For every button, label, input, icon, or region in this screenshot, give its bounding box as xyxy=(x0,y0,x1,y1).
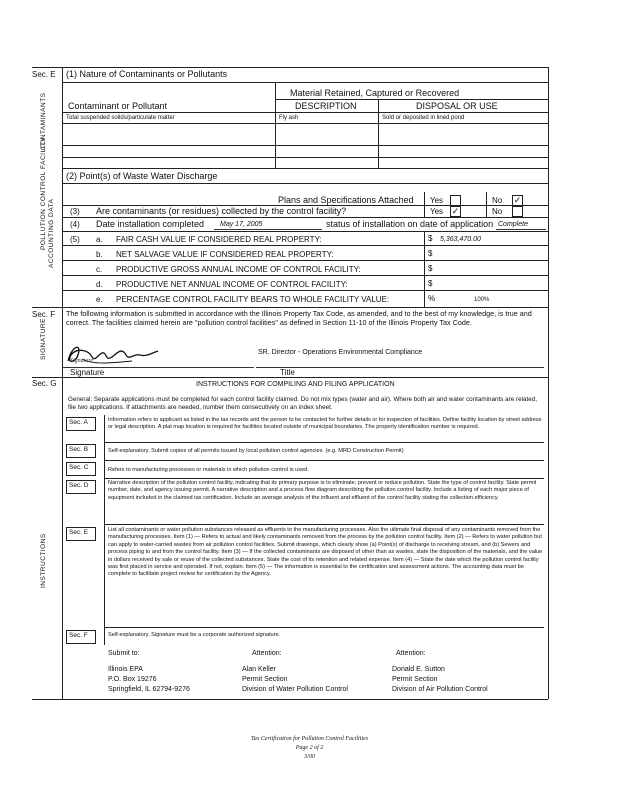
part1-title: (1) Nature of Contaminants or Pollutants xyxy=(66,69,228,79)
rule xyxy=(62,123,548,124)
q5e-unit: % xyxy=(428,294,436,303)
plans-no-label: No xyxy=(492,196,503,205)
rule xyxy=(62,245,548,246)
q5c-unit: $ xyxy=(428,264,433,273)
q4-date[interactable]: May 17, 2005 xyxy=(220,221,263,228)
sec-d-text: Narrative description of the pollution control facility, indicating that its primary purpose is to eliminate, prevent or reduce pollution. State the type of control facility. State permit number, date, and agency issuing permit. A narrative description and a process flow diagram describing the pollution control facility. Include a listing of each major piece of equipment included in the claimed tax certification. Include an average analysis of the influent and effluent of the control facility stating the collection efficiency. xyxy=(108,480,537,501)
sec-e-text: List all contaminants or water pollution substances released as effluents to the manufacturing processes. Also the ultimate final disposal of any contaminants removed from the manufacturing processes. Item (1) — Refers to actual and likely contaminants removed from the process by the pollution control facility. Item (2) — Refers to water pollution but can apply to water-carried wastes from air pollution control facilities. Submit drawings, which clearly show (a) Point(s) of discharge to receiving stream, and (b) Sewers and process piping to and from the control facility. Item (3) — If the collected contaminants are disposed of other than as wastes, state the disposition of the materials, and the value in dollars received by sale or reuse of the collected substances. State the cost of its retention and related expense. Item (4) — State the date which the pollution control facility was first placed in service and operated. If not, explain. Item (5) — The information is essential to the certification and assessment actions. The accounting data must be complete to facilitate project review for certification by the Agency. xyxy=(108,527,543,578)
sec-c-tag: Sec. C xyxy=(66,462,96,476)
col-disposal: DISPOSAL OR USE xyxy=(416,101,498,111)
sec-a-text: Information refers to applicant as listed in the tax records and the person to be contacted for further details or for inspection of facilities. Define facility location by street address or legal description. A plat map location is required for facilities located outside of municipal boundaries. The property identification number is required. xyxy=(108,417,542,431)
rule xyxy=(548,377,549,699)
row1-contaminant: Total suspended solids/particulate matter xyxy=(66,115,175,121)
addr3-line3: Division of Air Pollution Control xyxy=(392,686,488,693)
rule xyxy=(62,67,63,307)
row1-disposal: Sold or deposited in lined pond xyxy=(382,115,465,121)
side-label-pcf: POLLUTION CONTROL FACILITY xyxy=(40,136,47,250)
q5e-letter: e. xyxy=(96,295,103,304)
q5e-value[interactable]: 100% xyxy=(474,297,490,303)
col-description: DESCRIPTION xyxy=(295,101,357,111)
col-contaminant: Contaminant or Pollutant xyxy=(68,101,168,111)
q4-status-underline xyxy=(496,229,546,230)
sec-c-text: Refers to manufacturing processes or materials in which pollution control is used. xyxy=(108,467,309,473)
rule xyxy=(548,307,549,377)
sec-b-text: Self-explanatory. Submit copies of all permits issued by local pollution control agencies. (e.g. MRD Construction Permit) xyxy=(108,448,404,454)
rule xyxy=(486,192,487,217)
title-label: Title xyxy=(280,368,295,377)
rule xyxy=(104,415,105,645)
general-text: General: Separate applications must be completed for each control facility claimed. Do not mix types (water and air). Where both air and water contaminants are related, file two applications. If attachments are needed, number them consecutively on an index sheet. xyxy=(68,396,537,411)
q5e-text: PERCENTAGE CONTROL FACILITY BEARS TO WHOLE FACILITY VALUE: xyxy=(116,295,390,304)
sec-d-tag: Sec. D xyxy=(66,480,96,494)
rule xyxy=(32,67,548,68)
addr3-line1: Donald E. Sutton xyxy=(392,666,445,673)
q5a-text: FAIR CASH VALUE IF CONSIDERED REAL PROPERTY: xyxy=(116,235,322,244)
instructions-heading: INSTRUCTIONS FOR COMPILING AND FILING APPLICATION xyxy=(196,381,395,388)
sec-f-label: Sec. F xyxy=(32,310,56,319)
rule xyxy=(62,145,548,146)
rule xyxy=(424,231,425,307)
q5a-unit: $ xyxy=(428,234,433,243)
sec-f-tag: Sec. F xyxy=(66,630,96,644)
addr1-line1: Illinois EPA xyxy=(108,666,143,673)
rule xyxy=(62,168,548,169)
rule xyxy=(548,67,549,307)
q5a-letter: a. xyxy=(96,235,103,244)
q3-yes-checkbox[interactable]: ✓ xyxy=(451,206,460,216)
sec-f-text: Self-explanatory. Signature must be a corporate authorized signature. xyxy=(108,632,281,638)
sec-b-tag: Sec. B xyxy=(66,444,96,458)
rule xyxy=(62,290,548,291)
q3-text: Are contaminants (or residues) collected by the control facility? xyxy=(96,206,347,216)
q3-no-checkbox[interactable] xyxy=(512,206,523,217)
q5b-text: NET SALVAGE VALUE IF CONSIDERED REAL PROPERTY: xyxy=(116,250,334,259)
q4-status[interactable]: Complete xyxy=(498,221,528,228)
rule xyxy=(62,275,548,276)
q5d-letter: d. xyxy=(96,280,103,289)
q4-text: Date installation completed xyxy=(96,219,205,229)
addr2-line2: Permit Section xyxy=(242,676,288,683)
rule xyxy=(32,699,548,700)
rule xyxy=(62,217,548,218)
footer-date: 3/00 xyxy=(304,754,315,760)
q5c-text: PRODUCTIVE GROSS ANNUAL INCOME OF CONTROL FACILITY: xyxy=(116,265,361,274)
attention-label-2: Attention: xyxy=(396,650,426,657)
rule xyxy=(62,112,548,113)
rule xyxy=(104,478,544,479)
rule xyxy=(104,460,544,461)
rule xyxy=(275,99,548,100)
q3-num: (3) xyxy=(70,207,80,216)
side-label-contaminants: CONTAMINANTS xyxy=(40,92,47,150)
sec-g-label: Sec. G xyxy=(32,379,57,388)
footer-title: Tax Certification for Pollution Control Facilities xyxy=(250,736,369,742)
material-header: Material Retained, Captured or Recovered xyxy=(290,88,460,98)
rule xyxy=(62,231,548,232)
addr2-line1: Alan Keller xyxy=(242,666,276,673)
q4-status-text: status of installation on date of application xyxy=(326,219,494,229)
q5c-letter: c. xyxy=(96,265,103,274)
addr3-line2: Permit Section xyxy=(392,676,438,683)
rule xyxy=(32,307,548,308)
title-value[interactable]: SR. Director - Operations Environmental Compliance xyxy=(258,349,423,356)
signature-image xyxy=(62,337,162,369)
rule xyxy=(275,82,276,168)
q5d-text: PRODUCTIVE NET ANNUAL INCOME OF CONTROL FACILITY: xyxy=(116,280,348,289)
q4-date-underline xyxy=(214,229,322,230)
sec-a-tag: Sec. A xyxy=(66,417,96,431)
side-label-signature: SIGNATURE xyxy=(40,318,47,360)
q5-num: (5) xyxy=(70,235,80,244)
rule xyxy=(62,377,63,699)
certification-text: The following information is submitted in accordance with the Illinois Property Tax Code, as amended, and to the best of my knowledge, is true and correct. The facilities claimed herein are "pollution control facilities" as defined in Section 11-10 of the Illinois Property Tax Code. xyxy=(66,309,532,327)
row1-description: Fly ash xyxy=(279,115,299,121)
rule xyxy=(104,442,544,443)
q5b-unit: $ xyxy=(428,249,433,258)
plans-no-checkbox[interactable]: ✓ xyxy=(513,195,522,205)
rule xyxy=(32,377,548,378)
part2-title: (2) Point(s) of Waste Water Discharge xyxy=(66,171,218,181)
addr1-line2: P.O. Box 19276 xyxy=(108,676,157,683)
title-line xyxy=(256,367,544,368)
sec-e-tag: Sec. E xyxy=(66,527,96,541)
rule xyxy=(62,82,548,83)
rule xyxy=(104,627,544,628)
q4-num: (4) xyxy=(70,220,80,229)
plans-yes-label: Yes xyxy=(430,196,444,205)
rule xyxy=(104,524,544,525)
addr1-line3: Springfield, IL 62794-9276 xyxy=(108,686,190,693)
footer-page: Page 2 of 2 xyxy=(295,745,324,751)
q5a-value[interactable]: 5,363,470.00 xyxy=(440,236,481,243)
plans-label: Plans and Specifications Attached xyxy=(278,195,414,205)
q3-yes-label: Yes xyxy=(430,207,444,216)
q3-no-label: No xyxy=(492,207,503,216)
side-label-instructions: INSTRUCTIONS xyxy=(40,533,47,588)
q5d-unit: $ xyxy=(428,279,433,288)
rule xyxy=(62,260,548,261)
addr2-line3: Division of Water Pollution Control xyxy=(242,686,348,693)
rule xyxy=(424,192,425,217)
signature-text: Signature xyxy=(70,358,94,364)
sec-e-label: Sec. E xyxy=(32,70,56,79)
rule xyxy=(62,157,548,158)
side-label-accounting: ACCOUNTING DATA xyxy=(48,198,55,268)
q5b-letter: b. xyxy=(96,250,103,259)
submit-label: Submit to: xyxy=(108,650,140,657)
signature-label: Signature xyxy=(70,368,105,377)
attention-label-1: Attention: xyxy=(252,650,282,657)
rule xyxy=(62,183,548,184)
